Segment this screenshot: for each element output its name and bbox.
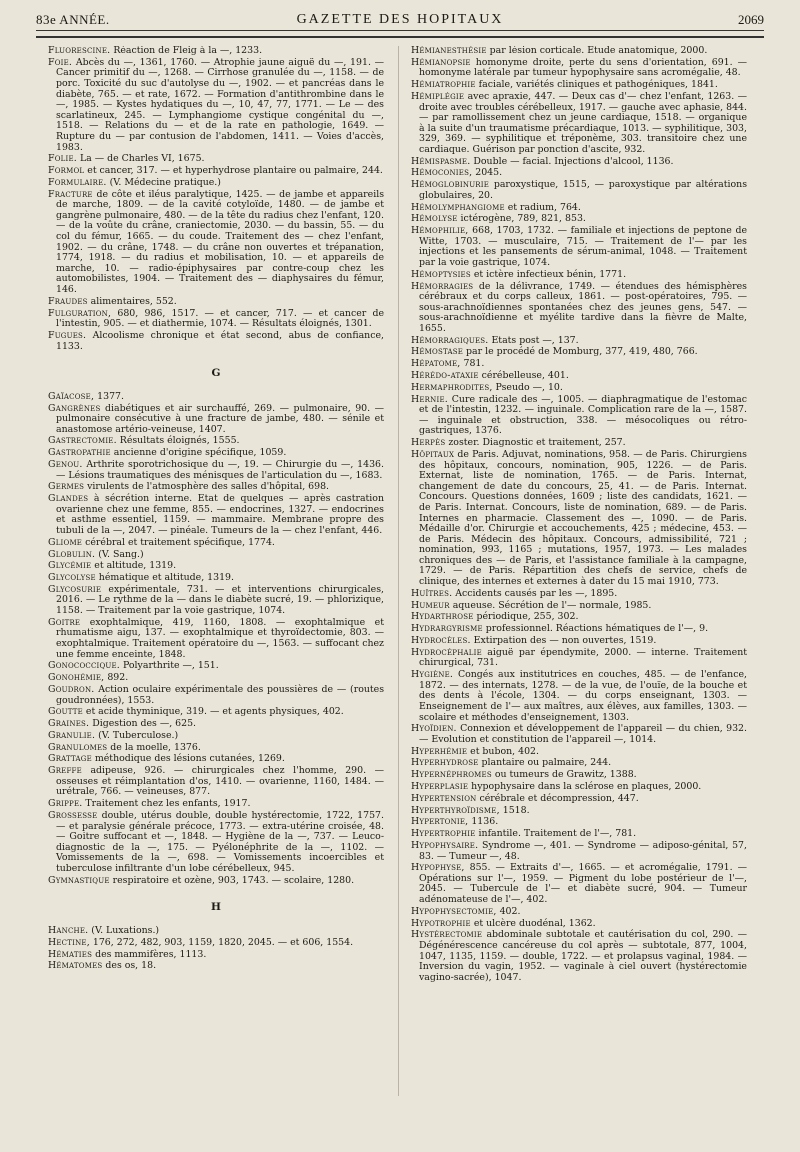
index-entry [48,561,384,572]
entry-headword: Hémiplégie [411,90,465,102]
entry-headword: Folie. [48,153,77,165]
index-entry [411,46,747,57]
index-entry [411,80,747,91]
index-entry [48,436,384,447]
entry-headword: Grattage [48,753,92,765]
entry-headword: Fulguration, [48,307,112,319]
entry-references: (V. Tuberculose.) [98,729,179,741]
entry-references: ictérogène, 789, 821, 853. [460,213,586,225]
entry-headword: Hémoconies, [411,167,473,179]
entry-headword: Herpès [411,437,446,449]
entry-references: zoster. Diagnostic et traitement, 257. [448,437,626,449]
index-entry [48,190,384,296]
index-entry [48,950,384,961]
index-entry [411,863,747,905]
index-entry [411,450,747,588]
index-entry [411,214,747,225]
index-entry [48,731,384,742]
entry-headword: Formulaire. [48,176,107,188]
index-entry [411,180,747,201]
index-entry [411,930,747,983]
entry-headword: Hygiène. [411,669,454,681]
entry-headword: Hypertension [411,792,477,804]
entry-headword: Hyperhydrose [411,757,479,769]
entry-references: Alcoolisme chronique et état second, abus de confiance, 1133. [56,329,384,352]
index-entry [48,719,384,730]
entry-headword: Gymnastique [48,874,110,886]
index-entry [411,438,747,449]
entry-references: 855. — Extraits d'—, 1665. — et acromégalie, 1791. — Opérations sur l'—, 1959. — Pigment du lobe postérieur de l'—, 2045. — Tubercule de l'— et diabète sucré, 904. — Tumeur adénomateuse de l'—, 402. [419,862,747,906]
entry-references: Congés aux institutrices en couches, 485. — de l'enfance, 1872. — des internats, 1278. — de la vue, de l'ouïe, de la bouche et des dents à l'école, 1304. — du corps enseignant, 1303. — Enseignement de l'— aux maîtres, aux élèves, aux familles, 1303. — scolaire et méthodes d'enseignement, 1303. [419,669,747,723]
entry-headword: Glandes [48,493,89,505]
index-entry [411,919,747,930]
index-entry [411,907,747,918]
index-entry [48,754,384,765]
entry-headword: Hydarthrose [411,611,474,623]
index-entry [411,782,747,793]
entry-references: 781. [463,358,485,370]
entry-headword: Hystérectomie [411,929,483,941]
index-entry [48,166,384,177]
entry-references: 892. [107,672,129,684]
index-entry [411,724,747,745]
entry-references: 680, 986, 1517. — et cancer, 717. — et cancer de l'intestin, 905. — et diathermie, 1074. — Résultats éloignés, 1301. [56,307,384,330]
index-entry [411,648,747,669]
entry-references: hématique et altitude, 1319. [98,572,234,584]
entry-references: des os, 18. [105,960,157,972]
entry-headword: Hématies [48,948,93,960]
index-entry [48,404,384,436]
index-entry [411,58,747,79]
entry-headword: Formol [48,165,85,177]
entry-references: 1377. [97,390,124,402]
entry-headword: Fugues. [48,329,87,341]
index-entry [48,685,384,706]
entry-references: abdominale subtotale et cautérisation du col, 290. — Dégénérescence cancéreuse du col après — subtotale, 877, 1004, 1047, 1135, 1159. — double, 1722. — et prolapsus vaginal, 1984. — Inversion du vagin, 1952. — vaginale à ciel ouvert (hystérectomie vagino-sacrée), 1047. [419,929,747,983]
entry-headword: Hépatome, [411,358,461,370]
index-entry [411,371,747,382]
entry-references: Etats post —, 137. [491,334,579,346]
entry-headword: Glycolyse [48,572,96,584]
entry-references: (V. Médecine pratique.) [109,176,221,188]
index-entry [411,817,747,828]
column-divider [398,46,399,1096]
entry-headword: Gaïacose, [48,390,95,402]
entry-references: aiguë par épendymite, 2000. — interne. Traitement chirurgical, 731. [419,646,747,669]
index-entry [48,661,384,672]
index-entry [48,460,384,481]
entry-headword: Hypernéphromes [411,769,492,781]
entry-headword: Hypertrophie [411,828,476,840]
index-entry [48,392,384,403]
index-entry [48,494,384,536]
index-entry [48,585,384,617]
index-column-left [48,46,384,1131]
entry-references: professionnel. Réactions hématiques de l'—, 9. [485,623,709,635]
index-entry [48,297,384,308]
entry-headword: Graines. [48,718,90,730]
entry-references: à sécrétion interne. Etat de quelques — après castration ovarienne chez une femme, 855. — endocrines, 1327. — endocrines et asthme essentiel, 1159. — mammaire. Membrane propre des tubuli de la —, 2047. — pinéale. Tumeurs de la — chez l'enfant, 446. [56,493,384,536]
entry-headword: Hémolymphangiome [411,201,505,213]
index-entry [411,589,747,600]
entry-headword: Hémoglobinurie [411,179,490,191]
entry-references: expérimentale, 731. — et interventions chirurgicales, 2016. — Le rythme de la — dans le diabète sucré, 19. — phlorizique, 1158. — Traitement par la voie gastrique, 1074. [56,583,384,617]
entry-references: et altitude, 1319. [94,560,177,572]
entry-headword: Hémiatrophie [411,79,476,91]
index-entry [411,670,747,723]
index-entry [411,203,747,214]
index-column-right [411,46,747,1131]
journal-title: GAZETTE DES HOPITAUX [296,12,504,27]
entry-headword: Hermaphrodites, [411,381,493,393]
entry-headword: Hémispasme. [411,155,471,167]
index-entry [411,383,747,394]
entry-references: (V. Sang.) [98,548,144,560]
entry-references: Cure radicale des —, 1005. — diaphragmatique de l'estomac et de l'intestin, 1232. — inguinale. Complication rare de la —, 1587. — inguinale et obstruction, 338. — mésocoliques ou rétro-gastriques, 1376. [419,393,747,437]
entry-references: paroxystique, 1515, — paroxystique par altérations globulaires, 20. [419,179,747,201]
index-entry [411,336,747,347]
entry-references: par le procédé de Momburg, 377, 419, 480, 766. [466,346,698,358]
entry-headword: Hypophyse, [411,862,465,874]
entry-references: périodique, 255, 302. [476,611,579,623]
entry-headword: Hydrocèles. [411,634,471,646]
entry-headword: Glycosurie [48,583,102,595]
index-entry [48,331,384,352]
entry-references: de côte et iléus paralytique, 1425. — de jambe et appareils de marche, 1809. — de la cavité cotyloïde, 1480. — de jambe et gangrène pulmonaire, 480. — de la tête du radius chez l'enfant, 120. — de la voûte du crâne, craniectomie, 2030. — du bassin, 55. — du col du fémur, 1665. — du coude. Traitement des — chez l'enfant, 1902. — du crâne, 1748. — du crâne non ouvertes et trépanation, 1774, 1918. — du radius et mobilisation, 10. — et appareils de marche, 10. — radio-épiphysaires par contre-coup chez les automobilistes, 1904. — Traitement des — diaphysaires du fémur, 146. [56,188,384,295]
entry-references: des mammifères, 1113. [95,948,207,960]
index-entry [411,770,747,781]
entry-headword: Hyperhémie [411,745,468,757]
entry-headword: Germes [48,481,85,493]
index-entry [411,226,747,268]
entry-headword: Fracture [48,188,93,200]
entry-references: et radium, 764. [507,201,581,213]
entry-headword: Hydrargyrisme [411,623,483,635]
entry-references: Extirpation des — non ouvertes, 1519. [473,634,657,646]
entry-headword: Granulie. [48,729,96,741]
index-entry [48,448,384,459]
index-entry [48,926,384,937]
entry-references: Réaction de Fleig à la —, 1233. [113,46,263,56]
index-entry [48,707,384,718]
entry-references: homonyme droite, perte du sens d'orientation, 691. — homonyme latérale par tumeur hypophysaire sans acromégalie, 48. [419,56,747,79]
index-entry [48,573,384,584]
entry-references: et acide thyminique, 319. — et agents physiques, 402. [85,706,344,718]
entry-headword: Gonococcique. [48,660,120,672]
entry-references: adipeuse, 926. — chirurgicales chez l'homme, 290. — osseuses et réimplantation d'os, 1410. — ovarienne, 1160, 1484. — urétrale, 766. — veineuses, 877. [56,765,384,798]
index-entry [411,168,747,179]
entry-headword: Hémophilie, [411,225,469,237]
index-entry [411,92,747,156]
entry-references: Syndrome —, 401. — Syndrome — adiposo-génital, 57, 83. — Tumeur —, 48. [419,839,747,862]
index-entry [411,841,747,862]
entry-references: 668, 1703, 1732. — familiale et injections de peptone de Witte, 1703. — musculaire, 715. — Traitement de l'— par les injections et les pansements de sérum-animal, 1048. — Traitement par la voie gastrique, 1074. [419,225,747,268]
index-entry [48,482,384,493]
index-entry [48,876,384,887]
entry-headword: Gangrènes [48,402,101,414]
entry-references: avec apraxie, 447. — Deux cas d'— chez l'enfant, 1263. — droite avec troubles cérébelleux, 1917. — gauche avec aphasie, 844. — par ramollissement chez un jeune cardiaque, 1518. — organique à la suite d'un traumatisme précardiaque, 1013. — syphilitique, 303, 329, 369. — syphilitique et tréponème, 303. transitoire chez une cardiaque. Guérison par ponction d'ascite, 932. [419,90,747,155]
index-entry [48,618,384,660]
index-entry [411,829,747,840]
entry-headword: Hémianesthésie [411,46,487,56]
entry-headword: Goitre [48,616,81,628]
entry-headword: Gonohémie, [48,672,105,684]
index-entry [48,673,384,684]
entry-headword: Hémoptysies [411,268,471,280]
entry-references: de la délivrance, 1749. — étendues des hémisphères cérébraux et du corps calleux, 1861. — post-opératoires, 795. — sous-arachnoïdiennes spontanées chez des jeunes gens, 547. — sous-arachnoïdienne et myélite tardive dans la fièvre de Malte, 1655. [419,280,747,334]
year-label: 83e ANNÉE. [36,12,110,27]
entry-references: alimentaires, 552. [90,295,177,307]
entry-references: Digestion des —, 625. [92,718,197,730]
entry-references: virulents de l'atmosphère des salles d'hôpital, 698. [87,481,330,493]
entry-headword: Greffe [48,765,82,777]
index-entry [48,938,384,949]
entry-headword: Hémolyse [411,213,458,225]
entry-references: infantile. Traitement de l'—, 781. [478,828,637,840]
index-entry [411,270,747,281]
entry-references: de Paris. Adjuvat, nominations, 958. — de Paris. Chirurgiens des hôpitaux, concours, nomination, 905, 1226. — de Paris. Externat, liste de nomination, 1765. — de Paris. Internat, changement de date du concours, 25, 41. — de Paris. Internat. Concours. Questions données, 1609 ; liste des candidats, 1621. — de Paris. Internat. Concours, liste de nomination, 689. — de Paris. Internes en pharmacie. Classement des —, 1090. — de Paris. Médaille d'or. Chirurgie et accouchements, 425 ; médecine, 453. — de Paris. Médecin des hôpitaux. Concours, admissibilité, 721 ; nomination, 993, 1165 ; mutations, 1957, 1973. — Les malades chroniques des — de Paris, et l'assistance familiale à la campagne, 1729. — de Paris. Répartition des chefs de service, chefs de clinique, des internes et externes à dater du 15 mai 1910, 773. [419,448,747,588]
entry-references: double, utérus double, double hystérectomie, 1722, 1757. — et paralysie générale précoce, 1773. — extra-utérine croisée, 48. — Goitre suffocant et —, 1848. — Hygiène de la —, 737. — Leuco-diagnostic de la —, 175. — Pyélonéphrite de la —, 1102. — Vomissements de la —, 698. — Vomissements incoercibles et tuberculose infiltrante d'un lobe cérébelleux, 945. [56,810,384,874]
entry-references: Polyarthrite —, 151. [122,660,219,672]
entry-headword: Glycémie [48,560,92,572]
entry-headword: Hyperthyroïdisme, [411,804,500,816]
entry-references: Arthrite sporotrichosique du —, 19. — Chirurgie du —, 1436. — Lésions traumatiques des ménisques de l'articulation du —, 1683. [56,459,384,481]
entry-headword: Hyoïdien. [411,723,457,735]
entry-references: et bubon, 402. [470,745,539,757]
entry-headword: Hypotrophie [411,917,471,929]
entry-headword: Goudron. [48,683,95,695]
section-letter: H [211,901,221,914]
entry-headword: Hydrocéphalie [411,646,482,658]
index-entry [411,359,747,370]
entry-headword: Gliome [48,536,83,548]
index-entry [411,157,747,168]
index-entry [48,309,384,330]
entry-references: 2045. [475,167,503,179]
entry-references: Abcès du —, 1361, 1760. — Atrophie jaune aiguë du —, 191. — Cancer primitif du —, 1268. — Cirrhose granulée du —, 1158. — de porc. Toxicité du suc d'autolyse du —, 1902. — et pancréas dans le diabète, 765. — et rate, 1672. — Formation d'antithrombine dans le —, 1985. — Kystes hydatiques du —, 10, 47, 77, 1771. — Le — des scarlatineux, 245. — Lymphangiome cystique congénital du —, 1518. — Relations du — et de la rate en pathologie, 1649. — Rupture du — par contusion de l'abdomen, 1411. — Voies d'accès, 1983. [56,56,384,153]
index-entry [48,154,384,165]
entry-references: diabétiques et air surchauffé, 269. — pulmonaire, 90. — pulmonaire consécutive à une fracture de jambe, 480. — sénile et anastomose artério-veineuse, 1407. [56,402,384,435]
entry-headword: Huîtres. [411,587,453,599]
index-entry [411,347,747,358]
entry-headword: Hémorragiques. [411,334,489,346]
index-entry [48,811,384,875]
entry-references: et ulcère duodénal, 1362. [473,917,596,929]
index-entry [48,58,384,153]
entry-headword: Gastropathie [48,447,111,459]
index-entry [48,766,384,798]
entry-headword: Humeur [411,599,450,611]
entry-references: faciale, variétés cliniques et pathogéniques, 1841. [478,79,718,91]
entry-headword: Hypophysectomie, [411,905,497,917]
entry-references: ou tumeurs de Grawitz, 1388. [494,769,637,781]
entry-headword: Foie. [48,56,73,68]
entry-references: Pseudo —, 10. [495,381,563,393]
index-entry [411,395,747,437]
entry-headword: Grossesse [48,810,98,821]
entry-headword: Hanche. [48,924,89,936]
index-entry [411,758,747,769]
entry-references: et cancer, 317. — et hyperhydrose plantaire ou palmaire, 244. [87,165,383,177]
entry-references: et ictère infectieux bénin, 1771. [473,268,627,280]
index-entry [48,961,384,972]
entry-references: exophtalmique, 419, 1160, 1808. — exophtalmique et rhumatisme aigu, 137. — exophtalmique et thyroïdectomie, 803. — exophtalmique. Traitement opératoire du —, 1563. — suffocant chez une femme enceinte, 1848. [56,616,384,660]
entry-references: ancienne d'origine spécifique, 1059. [113,447,287,459]
index-entry [411,612,747,623]
entry-references: 402. [499,905,521,917]
entry-references: cérébral et traitement spécifique, 1774. [85,536,275,548]
index-entry [48,799,384,810]
entry-headword: Hypertonie, [411,816,469,828]
entry-headword: Fraudes [48,295,88,307]
index-entry [48,46,384,57]
index-entry [48,538,384,549]
index-entry [411,806,747,817]
entry-references: de la moelle, 1376. [110,741,201,753]
entry-references: cérébrale et décompression, 447. [479,792,639,804]
entry-references: Traitement chez les enfants, 1917. [85,798,251,810]
entry-headword: Gastrectomie. [48,435,117,447]
entry-references: hypophysaire dans la sclérose en plaques, 2000. [471,781,702,792]
index-entry [411,794,747,805]
page-number: 2069 [738,12,764,27]
entry-headword: Grippe. [48,798,83,810]
index-entry [48,178,384,189]
entry-references: Résultats éloignés, 1555. [119,435,240,447]
header-rule [36,30,764,38]
index-entry [411,636,747,647]
index-entry [48,550,384,561]
index-entry [411,624,747,635]
entry-headword: Hérédo-ataxie [411,370,479,382]
index-entry [411,747,747,758]
entry-references: 1136. [471,816,499,828]
entry-headword: Globulin. [48,548,96,560]
entry-headword: Hypophysaire. [411,839,479,851]
entry-headword: Hectine, [48,936,90,948]
entry-headword: Fluorescine. [48,46,111,56]
entry-references: aqueuse. Sécrétion de l'— normale, 1985. [452,599,652,611]
entry-headword: Hémorragies [411,280,474,292]
entry-references: La — de Charles VI, 1675. [79,153,205,165]
entry-headword: Hyperplasie [411,781,469,792]
entry-references: respiratoire et ozène, 903, 1743. — scolaire, 1280. [112,874,355,886]
entry-references: (V. Luxations.) [91,924,160,936]
entry-references: 1518. [502,804,530,816]
entry-headword: Hématomes [48,960,103,972]
entry-headword: Genou. [48,459,83,471]
entry-headword: Granulomes [48,741,108,753]
section-letter: G [211,367,221,380]
index-entry [411,601,747,612]
entry-references: Action oculaire expérimentale des poussières de — (routes goudronnées), 1553. [56,683,384,706]
entry-references: 176, 272, 482, 903, 1159, 1820, 2045. — et 606, 1554. [92,936,354,948]
entry-references: Double — facial. Injections d'alcool, 1136. [473,155,674,167]
entry-references: Connexion et développement de l'appareil — du chien, 932. — Evolution et constitution de l'appareil —, 1014. [419,723,747,745]
entry-headword: Goutte [48,706,83,718]
index-entry [411,282,747,335]
entry-references: cérébelleuse, 401. [481,370,569,382]
entry-references: par lésion corticale. Etude anatomique, 2000. [489,46,708,56]
entry-references: plantaire ou palmaire, 244. [481,757,612,769]
entry-headword: Hémostase [411,346,464,358]
index-entry [48,743,384,754]
entry-references: Accidents causés par les —, 1895. [455,587,618,599]
entry-headword: Hernie. [411,393,448,405]
entry-headword: Hémianopsie [411,56,471,68]
entry-references: méthodique des lésions cutanées, 1269. [94,753,285,765]
entry-headword: Hôpitaux [411,448,455,460]
